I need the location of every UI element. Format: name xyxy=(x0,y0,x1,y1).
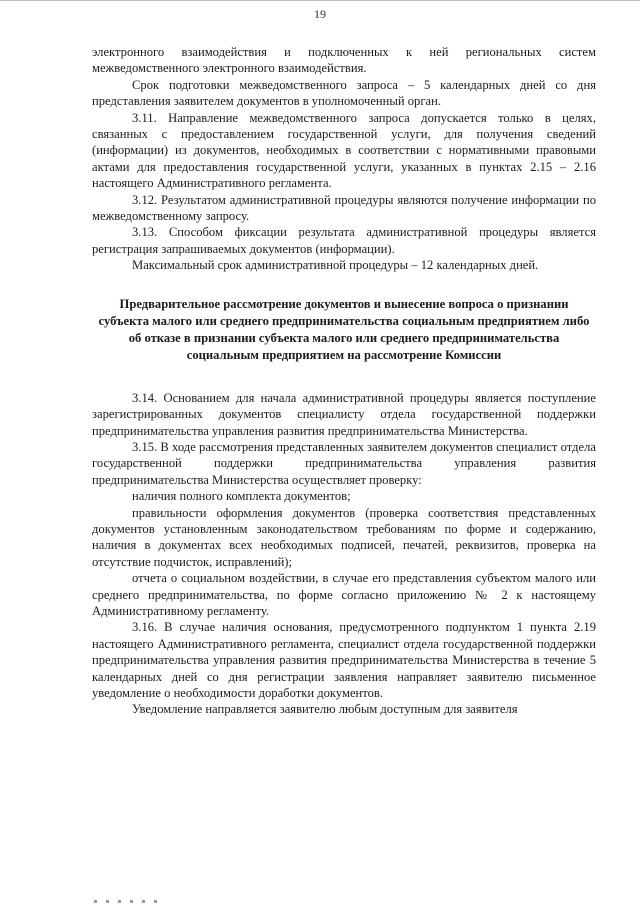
paragraph-p-otcheta: отчета о социальном воздействии, в случае его представления субъектом малого или среднего предпринимательства, по форме согласно приложению № 2 к настоящему Административному регламенту. xyxy=(92,571,596,618)
paragraph-p-3-14: 3.14. Основанием для начала административной процедуры является поступление зарегистрированных документов специалисту отдела государственной поддержки предпринимательства управления развития предпринимательства Министерства. xyxy=(92,390,596,438)
paragraph-p-3-12: 3.12. Результатом административной процедуры являются получение информации по межведомственному запросу. xyxy=(92,192,596,224)
paragraph-p-3-11: 3.11. Направление межведомственного запроса допускается только в целях, связанных с предоставлением государственной услуги, для получения сведений (информации) из документов, необходимых в соответствии с нормативными правовыми актами для предоставления государственной услуги, указанных в пунктах 2.15 – 2.16 настоящего Административного регламента. xyxy=(92,110,596,191)
paragraph-p-3-15: 3.15. В ходе рассмотрения представленных заявителем документов специалист отдела государственной поддержки предпринимательства управления развития предпринимательства Министерства осуществляет проверку: xyxy=(92,439,596,487)
paragraph-p-max: Максимальный срок административной процедуры – 12 календарных дней. xyxy=(132,258,539,273)
document-body xyxy=(92,44,596,718)
paragraph-p-3-13: 3.13. Способом фиксации результата административной процедуры является регистрация запрашиваемых документов (информации). xyxy=(92,225,596,256)
paragraph-p-3-16: 3.16. В случае наличия основания, предусмотренного подпунктом 1 пункта 2.19 настоящего Административного регламента, специалист отдела государственной поддержки предпринимательства управления развития предпринимательства Министерства в течение 5 календарных дней со дня регистрации заявления направляет заявителю письменное уведомление о необходимости доработки документов. xyxy=(92,620,596,700)
scan-edge-top xyxy=(0,0,640,1)
paragraph-p-pravilnosti: правильности оформления документов (проверка соответствия представленных документов установленным законодательством требованиям по форме и содержанию, наличия в документах всех необходимых подписей, печатей, реквизитов, проверка на отсутствие подчисток, исправлений); xyxy=(92,505,596,569)
paragraphs-before-heading xyxy=(92,44,596,274)
paragraph-p-uved: Уведомление направляется заявителю любым доступным для заявителя xyxy=(132,702,518,717)
paragraph-p-cont: электронного взаимодействия и подключенных к ней региональных систем межведомственного электронного взаимодействия. xyxy=(92,45,596,76)
paragraph-p-nalichiya: наличия полного комплекта документов; xyxy=(132,489,351,504)
section-heading: Предварительное рассмотрение документов и вынесение вопроса о признании субъекта малого или среднего предпринимательства социальным предприятием либо об отказе в признании субъекта малого или среднего предпринимательства социальным предприятием на рассмотрение Комиссии xyxy=(98,296,590,362)
scan-footer-marks xyxy=(94,891,244,897)
paragraphs-after-heading xyxy=(92,390,596,718)
paragraph-p-srok: Срок подготовки межведомственного запроса – 5 календарных дней со дня представления заявителем документов в уполномоченный орган. xyxy=(92,77,596,109)
page-number: 19 xyxy=(314,7,326,21)
